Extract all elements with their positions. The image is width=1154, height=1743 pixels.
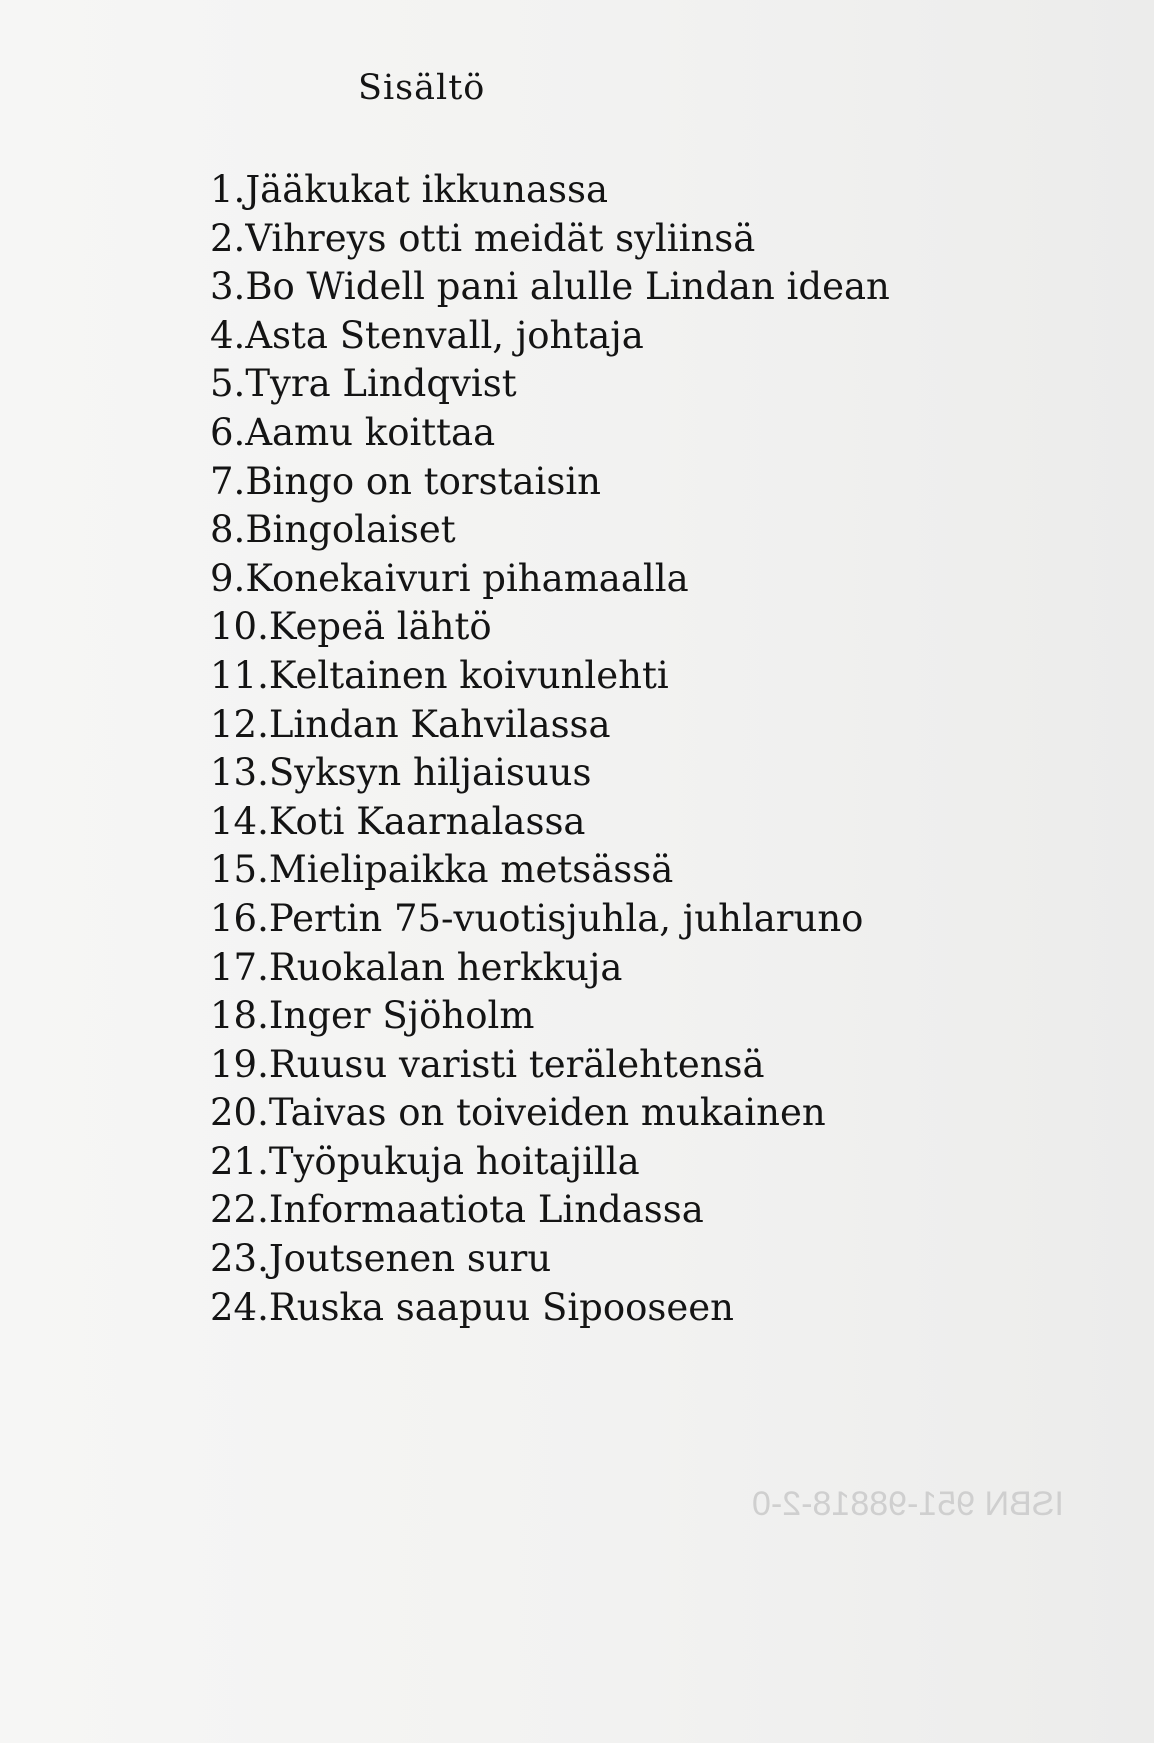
toc-item-title: Joutsenen suru: [268, 1237, 552, 1281]
toc-item-number: 21.: [210, 1139, 269, 1183]
toc-item: [210, 312, 890, 361]
toc-item-number: 17.: [210, 945, 269, 989]
toc-item-title: Keltainen koivunlehti: [268, 653, 669, 697]
toc-item: [210, 1235, 890, 1284]
table-of-contents: [210, 166, 890, 1332]
toc-item-number: 20.: [210, 1091, 269, 1135]
toc-item-title: Bo Widell pani alulle Lindan idean: [245, 265, 890, 309]
toc-item: [210, 166, 890, 215]
toc-item-title: Vihreys otti meidät syliinsä: [245, 216, 756, 260]
toc-item: [210, 846, 890, 895]
toc-item-title: Lindan Kahvilassa: [268, 702, 611, 746]
toc-item-title: Bingo on torstaisin: [245, 459, 601, 503]
toc-item-number: 15.: [210, 848, 269, 892]
toc-item-number: 6.: [210, 410, 246, 454]
toc-item-title: Bingolaiset: [245, 508, 456, 552]
toc-item: [210, 458, 890, 507]
toc-item-title: Jääkukat ikkunassa: [245, 168, 609, 211]
toc-item-title: Työpukuja hoitajilla: [268, 1139, 640, 1183]
toc-item-title: Pertin 75-vuotisjuhla, juhlaruno: [268, 896, 864, 940]
toc-item: [210, 701, 890, 750]
toc-item-number: 8.: [210, 508, 246, 552]
toc-item-title: Syksyn hiljaisuus: [268, 751, 592, 795]
toc-item-number: 23.: [210, 1237, 269, 1281]
toc-item: [210, 263, 890, 312]
toc-item-title: Taivas on toiveiden mukainen: [268, 1091, 826, 1135]
toc-item: [210, 555, 890, 604]
toc-item-title: Kepeä lähtö: [268, 605, 492, 649]
toc-item-number: 11.: [210, 653, 269, 697]
toc-item-number: 7.: [210, 459, 246, 503]
toc-item-title: Informaatiota Lindassa: [268, 1188, 704, 1232]
toc-item-number: 12.: [210, 702, 269, 746]
toc-item: [210, 506, 890, 555]
toc-item-number: 18.: [210, 994, 269, 1038]
toc-item-title: Ruusu varisti terälehtensä: [268, 1042, 765, 1086]
toc-item: [210, 749, 890, 798]
toc-item: [210, 798, 890, 847]
toc-item-number: 13.: [210, 751, 269, 795]
toc-item-number: 22.: [210, 1188, 269, 1232]
toc-item-title: Mielipaikka metsässä: [268, 848, 674, 892]
bleed-through-mark: ISBN 951-98818-2-0: [752, 1485, 1064, 1523]
toc-item: [210, 895, 890, 944]
toc-item-title: Ruokalan herkkuja: [268, 945, 623, 989]
toc-item-number: 1.: [210, 168, 246, 211]
toc-item-title: Aamu koittaa: [245, 410, 496, 454]
toc-item-number: 5.: [210, 362, 246, 406]
toc-item-number: 2.: [210, 216, 246, 260]
toc-item: [210, 992, 890, 1041]
toc-item-number: 9.: [210, 556, 246, 600]
toc-item-title: Koti Kaarnalassa: [268, 799, 586, 843]
toc-item: [210, 360, 890, 409]
toc-item: [210, 215, 890, 264]
toc-item-number: 24.: [210, 1285, 269, 1329]
page-title: Sisältö: [358, 68, 486, 108]
toc-item: [210, 1186, 890, 1235]
toc-item-title: Ruska saapuu Sipooseen: [268, 1285, 734, 1329]
toc-item: [210, 1138, 890, 1187]
toc-item-title: Inger Sjöholm: [268, 994, 535, 1038]
toc-item-number: 3.: [210, 265, 246, 309]
toc-item-number: 14.: [210, 799, 269, 843]
toc-item-title: Asta Stenvall, johtaja: [245, 313, 644, 357]
toc-item: [210, 1041, 890, 1090]
toc-item: [210, 603, 890, 652]
toc-item: [210, 1089, 890, 1138]
toc-item-title: Konekaivuri pihamaalla: [245, 556, 689, 600]
toc-item: [210, 652, 890, 701]
toc-item: [210, 1284, 890, 1333]
toc-item: [210, 409, 890, 458]
toc-item-title: Tyra Lindqvist: [245, 362, 517, 406]
toc-item-number: 4.: [210, 313, 246, 357]
toc-item: [210, 944, 890, 993]
toc-item-number: 16.: [210, 896, 269, 940]
toc-item-number: 19.: [210, 1042, 269, 1086]
toc-item-number: 10.: [210, 605, 269, 649]
